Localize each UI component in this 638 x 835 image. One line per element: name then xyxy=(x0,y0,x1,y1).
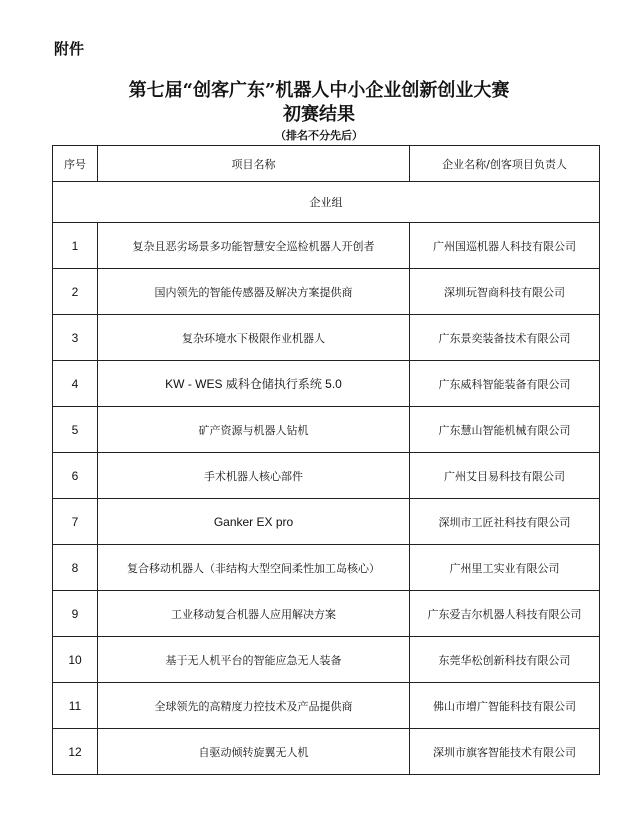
row-company: 广东爱吉尔机器人科技有限公司 xyxy=(410,591,600,637)
row-company: 佛山市增广智能科技有限公司 xyxy=(410,683,600,729)
table-body xyxy=(53,182,600,775)
row-project: 工业移动复合机器人应用解决方案 xyxy=(98,591,410,637)
row-project: 复杂环境水下极限作业机器人 xyxy=(98,315,410,361)
table-row xyxy=(53,315,600,361)
row-number: 7 xyxy=(53,499,98,545)
table-row xyxy=(53,729,600,775)
results-table xyxy=(52,145,600,775)
row-project: 手术机器人核心部件 xyxy=(98,453,410,499)
row-number: 4 xyxy=(53,361,98,407)
row-project: 国内领先的智能传感器及解决方案提供商 xyxy=(98,269,410,315)
document-subtitle: 初赛结果 xyxy=(283,104,355,125)
table-row xyxy=(53,683,600,729)
row-company: 广州里工实业有限公司 xyxy=(410,545,600,591)
header-company: 企业名称/创客项目负责人 xyxy=(410,146,600,182)
row-number: 3 xyxy=(53,315,98,361)
row-number: 8 xyxy=(53,545,98,591)
table-row xyxy=(53,499,600,545)
table-row xyxy=(53,453,600,499)
row-number: 2 xyxy=(53,269,98,315)
row-company: 广东威科智能装备有限公司 xyxy=(410,361,600,407)
row-company: 深圳市旗客智能技术有限公司 xyxy=(410,729,600,775)
row-number: 5 xyxy=(53,407,98,453)
row-project: 基于无人机平台的智能应急无人装备 xyxy=(98,637,410,683)
group-row xyxy=(53,182,600,223)
row-company: 东莞华松创新科技有限公司 xyxy=(410,637,600,683)
row-company: 深圳玩智商科技有限公司 xyxy=(410,269,600,315)
row-project: 复合移动机器人（非结构大型空间柔性加工岛核心） xyxy=(98,545,410,591)
row-project: Ganker EX pro xyxy=(98,499,410,545)
group-label: 企业组 xyxy=(53,182,600,223)
table-header-row xyxy=(53,146,600,182)
header-number: 序号 xyxy=(53,146,98,182)
row-company: 广州艾目易科技有限公司 xyxy=(410,453,600,499)
table-row xyxy=(53,637,600,683)
row-company: 广东景奕装备技术有限公司 xyxy=(410,315,600,361)
table-row xyxy=(53,361,600,407)
row-project: 矿产资源与机器人钻机 xyxy=(98,407,410,453)
row-number: 6 xyxy=(53,453,98,499)
row-number: 12 xyxy=(53,729,98,775)
row-company: 深圳市工匠社科技有限公司 xyxy=(410,499,600,545)
row-number: 9 xyxy=(53,591,98,637)
header-project: 项目名称 xyxy=(98,146,410,182)
row-project: 自驱动倾转旋翼无人机 xyxy=(98,729,410,775)
table-row xyxy=(53,591,600,637)
table-row xyxy=(53,269,600,315)
document-title: 第七届“创客广东”机器人中小企业创新创业大赛 xyxy=(128,80,510,101)
table-row xyxy=(53,223,600,269)
ranking-note: （排名不分先后） xyxy=(275,129,363,142)
row-number: 11 xyxy=(53,683,98,729)
table-row xyxy=(53,407,600,453)
row-number: 10 xyxy=(53,637,98,683)
table-row xyxy=(53,545,600,591)
row-project: 全球领先的高精度力控技术及产品提供商 xyxy=(98,683,410,729)
attachment-label: 附件 xyxy=(54,40,85,58)
row-company: 广东慧山智能机械有限公司 xyxy=(410,407,600,453)
row-number: 1 xyxy=(53,223,98,269)
row-project: KW - WES 威科仓储执行系统 5.0 xyxy=(98,361,410,407)
row-project: 复杂且恶劣场景多功能智慧安全巡检机器人开创者 xyxy=(98,223,410,269)
row-company: 广州国巡机器人科技有限公司 xyxy=(410,223,600,269)
